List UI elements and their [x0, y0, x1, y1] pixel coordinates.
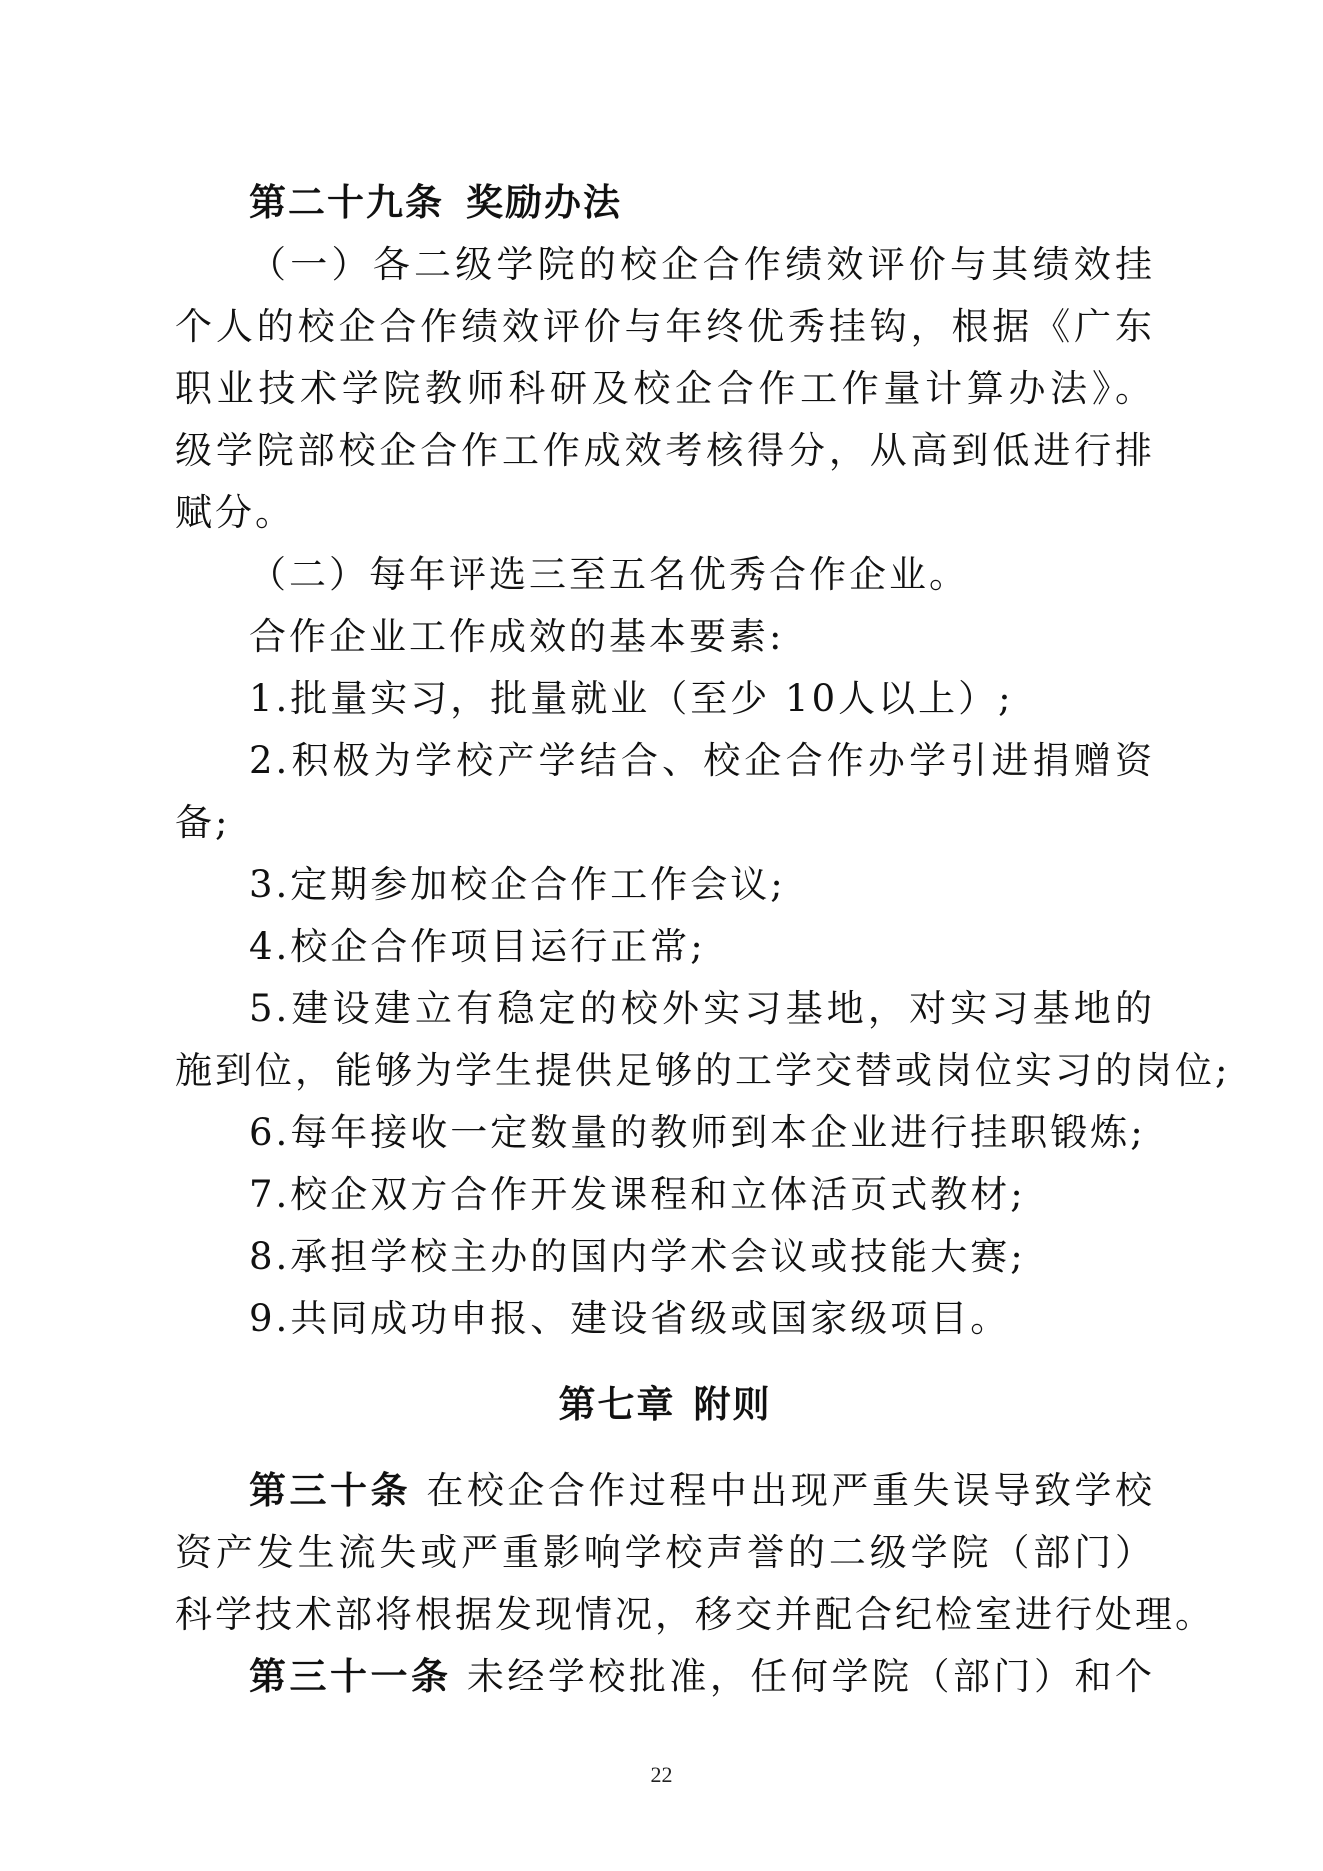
list-item: 2.积极为学校产学结合、校企合作办学引进捐赠资: [249, 739, 1155, 782]
list-item: 7.校企双方合作开发课程和立体活页式教材;: [249, 1173, 1026, 1216]
article-29-title: 奖励办法: [466, 181, 622, 224]
article-29-para2: （二）每年评选三至五名优秀合作企业。: [249, 553, 969, 596]
list-item: 3.定期参加校企合作工作会议;: [249, 863, 786, 906]
list-item: 8.承担学校主办的国内学术会议或技能大赛;: [249, 1235, 1026, 1278]
list-item: 6.每年接收一定数量的教师到本企业进行挂职锻炼;: [249, 1111, 1146, 1154]
list-item: 4.校企合作项目运行正常;: [249, 925, 706, 968]
article-29-para1-line3: 职业技术学院教师科研及校企合作工作量计算办法》。: [175, 367, 1155, 410]
list-item: 5.建设建立有稳定的校外实习基地，对实习基地的: [249, 987, 1155, 1030]
article-29-heading: [175, 172, 1155, 234]
article-31-line1: [175, 1646, 1155, 1708]
chapter-7-number: 第七章: [558, 1383, 676, 1426]
article-29-para1-line4: 级学院部校企合作工作成效考核得分，从高到低进行排: [175, 429, 1155, 472]
list-item: 9.共同成功申报、建设省级或国家级项目。: [249, 1297, 1011, 1340]
article-29-number: 第二十九条: [249, 181, 444, 224]
article-30-text-1: 在校企合作过程中出现严重失误导致学校: [426, 1469, 1155, 1512]
chapter-7-title: 附则: [693, 1383, 772, 1426]
list-item-continued: 备;: [175, 801, 231, 844]
article-29-para1-line5: 赋分。: [175, 491, 295, 534]
list-item: 1.批量实习，批量就业（至少 10人以上）;: [249, 677, 1014, 720]
elements-intro: 合作企业工作成效的基本要素:: [249, 615, 785, 658]
article-30-line1: [175, 1460, 1155, 1522]
article-31-label: 第三十一条: [249, 1655, 452, 1698]
article-30-line2: 资产发生流失或严重影响学校声誉的二级学院（部门）: [175, 1531, 1155, 1574]
document-body: [175, 172, 1231, 1708]
page-number: 22: [650, 1762, 673, 1787]
article-30-line3: 科学技术部将根据发现情况，移交并配合纪检室进行处理。: [175, 1593, 1215, 1636]
article-29-para1-line2: 个人的校企合作绩效评价与年终优秀挂钩，根据《广东: [175, 305, 1155, 348]
article-30-label: 第三十条: [249, 1469, 412, 1512]
article-31-text-1: 未经学校批准，任何学院（部门）和个: [466, 1655, 1155, 1698]
article-29-para1-line1: （一）各二级学院的校企合作绩效评价与其绩效挂: [249, 243, 1155, 286]
list-item-continued: 施到位，能够为学生提供足够的工学交替或岗位实习的岗位;: [175, 1049, 1231, 1092]
chapter-7-heading: [175, 1350, 1155, 1460]
